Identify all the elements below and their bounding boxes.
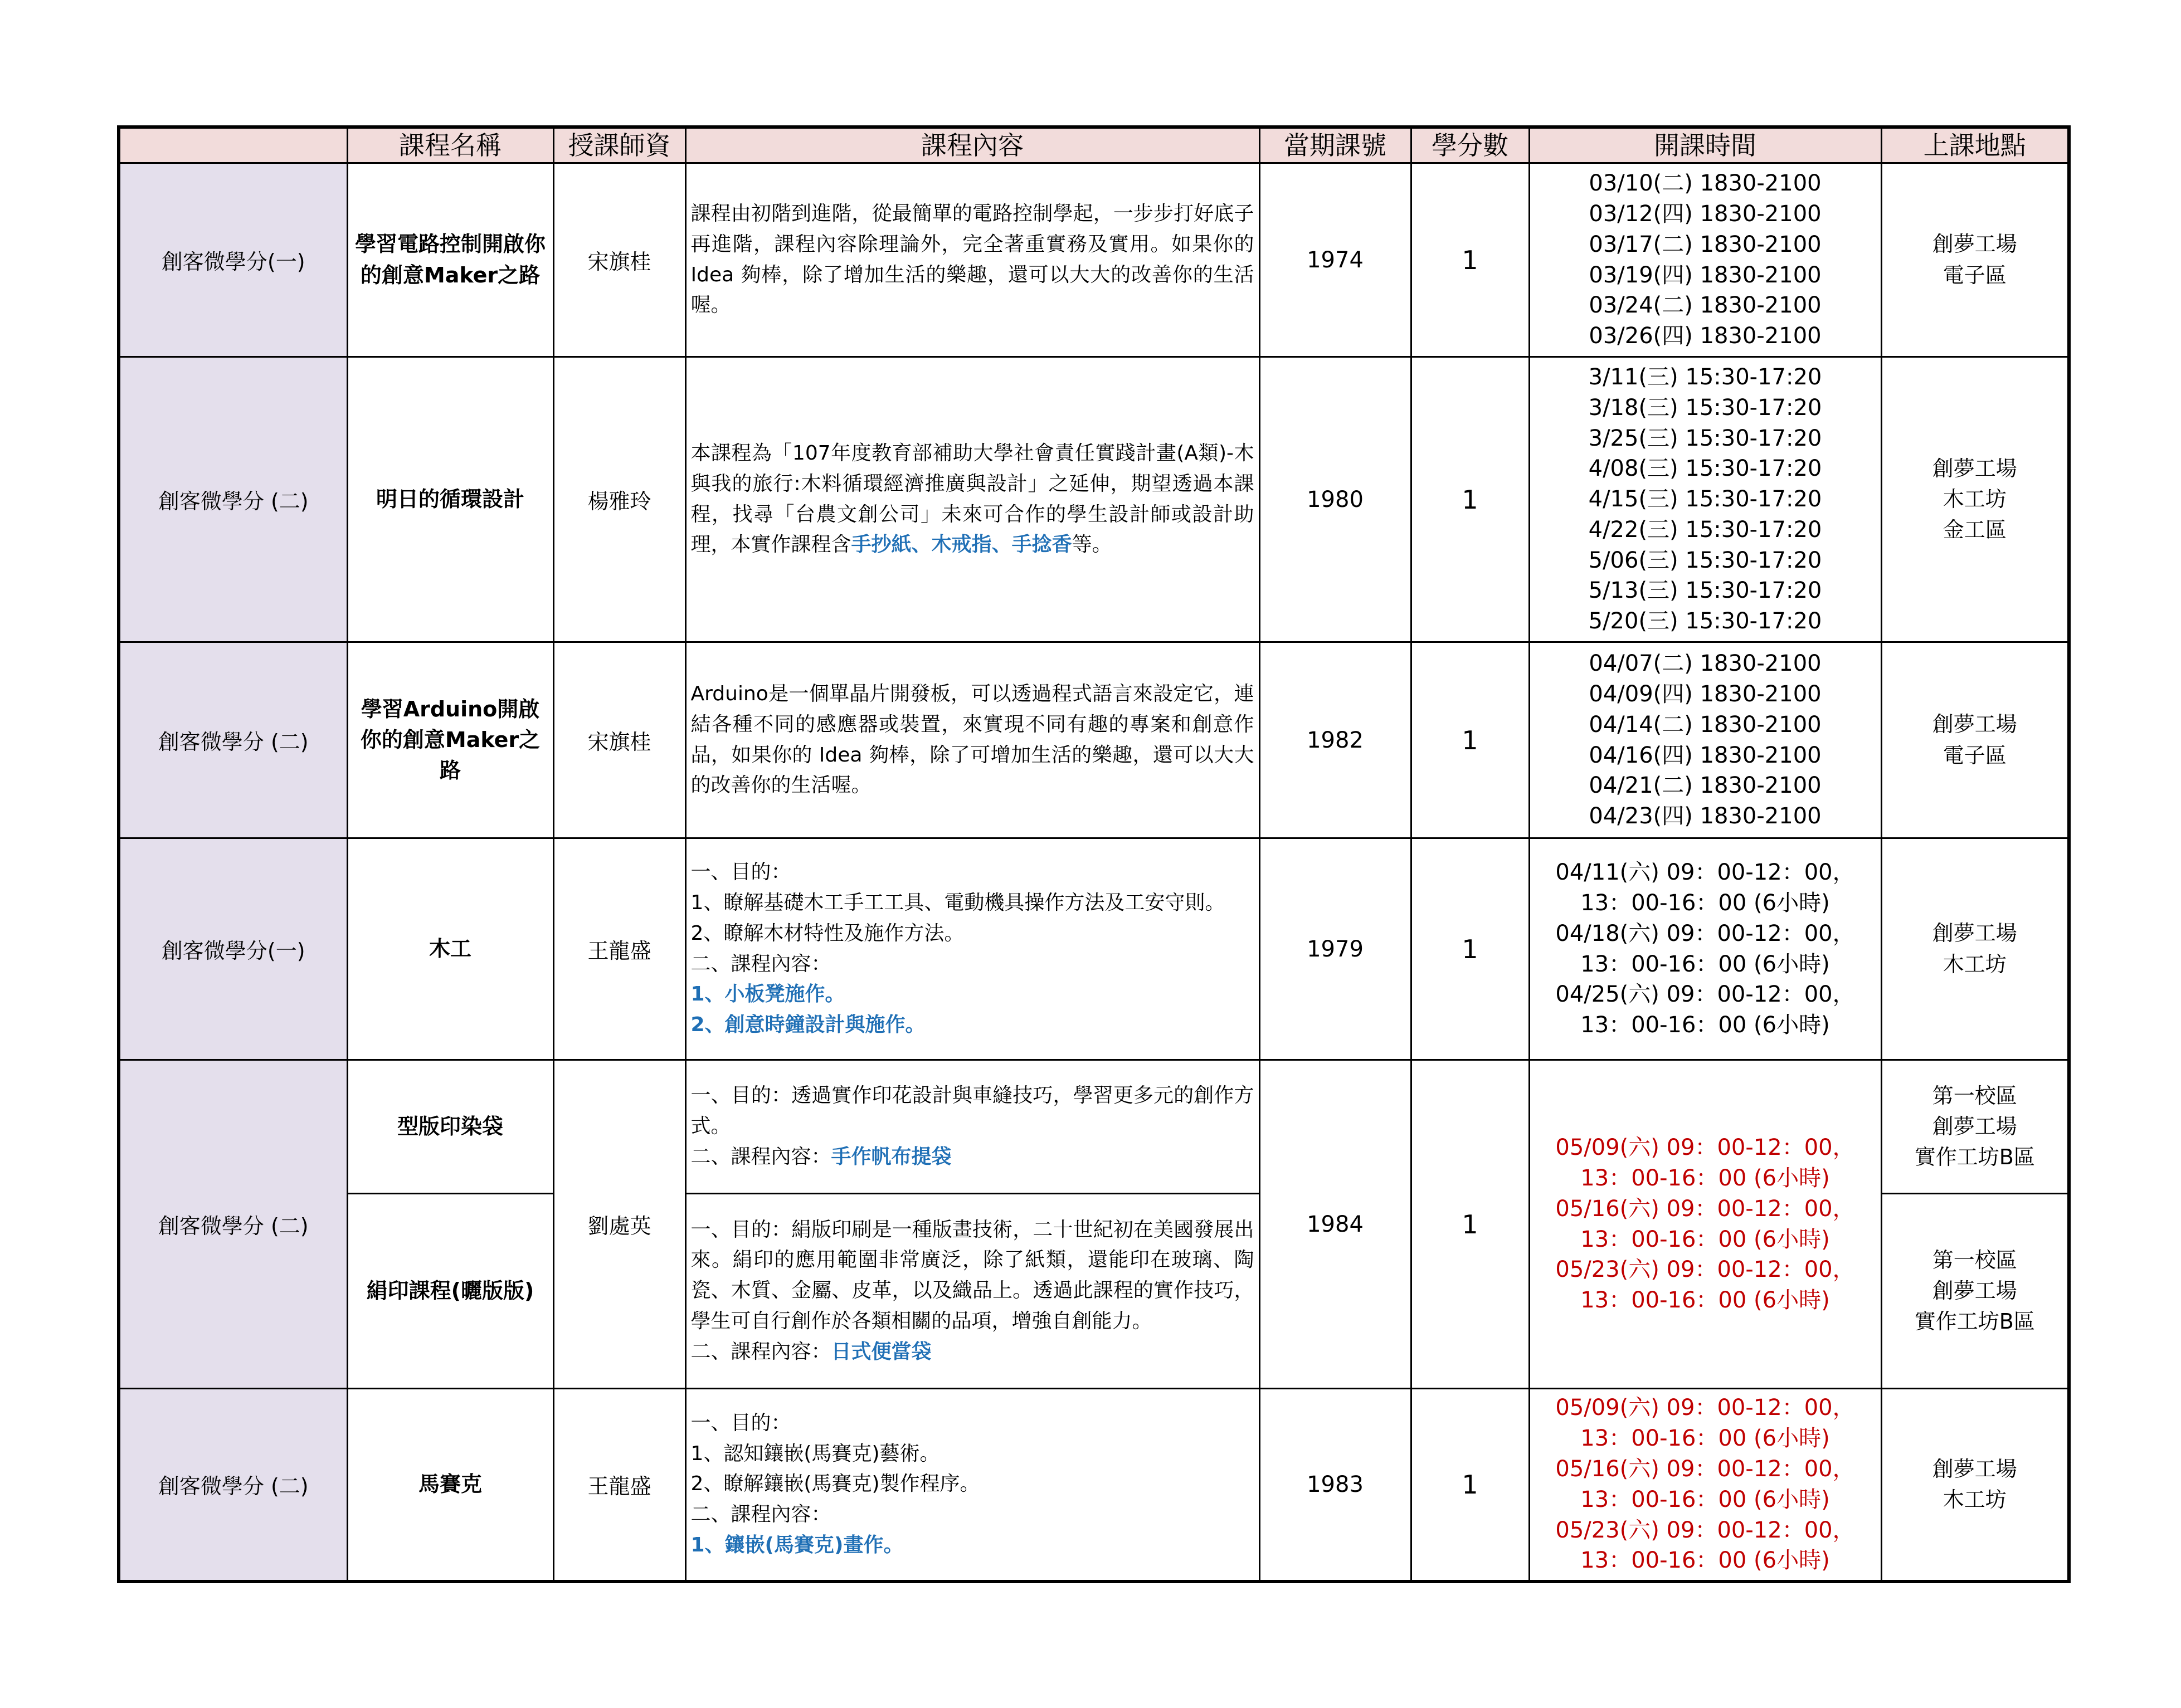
table-row xyxy=(119,838,2069,1060)
location-line: 木工坊 xyxy=(1943,951,2007,977)
time-slot: 05/09(六) 09：00-12：00， xyxy=(1555,1135,1855,1161)
time-slot: 13：00-16：00 (6小時) xyxy=(1580,890,1830,916)
time-slot: 13：00-16：00 (6小時) xyxy=(1580,1012,1830,1038)
time-slot: 03/26(四) 1830-2100 xyxy=(1589,323,1822,349)
time-slot: 13：00-16：00 (6小時) xyxy=(1580,1226,1830,1252)
location-line: 金工區 xyxy=(1943,518,2007,543)
location-line: 創夢工場 xyxy=(1932,712,2017,737)
course-name: 型版印染袋 xyxy=(347,1060,553,1194)
header-course-code: 當期課號 xyxy=(1259,127,1411,163)
content-highlight: 手抄紙 xyxy=(851,533,912,557)
course-content xyxy=(685,838,1259,1060)
course-teacher: 王龍盛 xyxy=(553,1389,685,1582)
table-row xyxy=(119,357,2069,642)
course-content xyxy=(685,357,1259,642)
time-slot: 5/13(三) 15:30-17:20 xyxy=(1588,578,1822,604)
header-content: 課程內容 xyxy=(685,127,1259,163)
location-line: 木工坊 xyxy=(1943,486,2007,511)
location-line: 創夢工場 xyxy=(1932,456,2017,481)
course-credit: 1 xyxy=(1411,838,1529,1060)
content-line: 2、瞭解鑲嵌(馬賽克)製作程序。 xyxy=(690,1472,980,1496)
header-blank xyxy=(119,127,347,163)
course-times xyxy=(1529,838,1881,1060)
course-location xyxy=(1881,642,2069,838)
time-slot: 13：00-16：00 (6小時) xyxy=(1580,1426,1830,1452)
time-slot: 04/18(六) 09：00-12：00， xyxy=(1555,920,1855,946)
time-slot: 4/22(三) 15:30-17:20 xyxy=(1588,516,1822,543)
content-separator: 、 xyxy=(911,533,932,557)
content-highlight: 手捻香 xyxy=(1011,533,1072,557)
content-text: 一、目的：透過實作印花設計與車縫技巧，學習更多元的創作方式。 xyxy=(690,1084,1254,1138)
time-slot: 04/16(四) 1830-2100 xyxy=(1589,742,1822,768)
course-code: 1979 xyxy=(1259,838,1411,1060)
time-slot: 13：00-16：00 (6小時) xyxy=(1580,1165,1830,1191)
time-slot: 04/25(六) 09：00-12：00， xyxy=(1555,982,1855,1008)
table-row xyxy=(119,1060,2069,1194)
location-line: 實作工坊B區 xyxy=(1914,1309,2035,1334)
time-slot: 03/19(四) 1830-2100 xyxy=(1589,262,1822,288)
location-line: 第一校區 xyxy=(1932,1247,2017,1272)
course-content: 課程由初階到進階，從最簡單的電路控制學起，一步步打好底子再進階，課程內容除理論外，完全著重實務及實用。如果你的 Idea 夠棒，除了增加生活的樂趣，還可以大大的改善你的生活喔。 xyxy=(685,163,1259,357)
table-row xyxy=(119,163,2069,357)
location-line: 木工坊 xyxy=(1943,1487,2007,1512)
course-schedule-table xyxy=(117,125,2071,1583)
course-times xyxy=(1529,1389,1881,1582)
course-category: 創客微學分 (二) xyxy=(119,1389,347,1582)
time-slot: 04/09(四) 1830-2100 xyxy=(1589,681,1822,707)
content-line xyxy=(691,1337,1254,1368)
course-name: 學習電路控制開啟你的創意Maker之路 xyxy=(347,163,553,357)
course-location xyxy=(1881,838,2069,1060)
course-teacher: 劉處英 xyxy=(553,1060,685,1389)
course-category: 創客微學分 (二) xyxy=(119,1060,347,1389)
header-location: 上課地點 xyxy=(1881,127,2069,163)
time-slot: 03/24(二) 1830-2100 xyxy=(1589,292,1822,319)
time-slot: 13：00-16：00 (6小時) xyxy=(1580,951,1830,977)
location-line: 創夢工場 xyxy=(1932,1278,2017,1303)
location-line: 電子區 xyxy=(1943,262,2007,287)
content-line xyxy=(691,1142,1254,1173)
content-text: 一、目的：絹版印刷是一種版畫技術，二十世紀初在美國發展出來。絹印的應用範圍非常廣泛，除了紙類，還能印在玻璃、陶瓷、木質、金屬、皮革，以及織品上。透過此課程的實作技巧，學生可自行創作於各類相關的品項，增強自創能力。 xyxy=(690,1218,1254,1333)
time-slot: 05/16(六) 09：00-12：00， xyxy=(1555,1456,1855,1482)
time-slot: 13：00-16：00 (6小時) xyxy=(1580,1548,1830,1574)
time-slot: 03/10(二) 1830-2100 xyxy=(1589,170,1822,197)
content-highlight: 2、創意時鐘設計與施作。 xyxy=(690,1013,926,1036)
content-separator: 、 xyxy=(991,533,1012,557)
course-credit: 1 xyxy=(1411,163,1529,357)
course-location xyxy=(1881,163,2069,357)
course-teacher: 宋旗桂 xyxy=(553,642,685,838)
header-credits: 學分數 xyxy=(1411,127,1529,163)
time-slot: 5/20(三) 15:30-17:20 xyxy=(1588,608,1822,635)
time-slot: 05/23(六) 09：00-12：00， xyxy=(1555,1517,1855,1543)
table-row xyxy=(119,1389,2069,1582)
course-content xyxy=(685,1194,1259,1389)
time-slot: 3/18(三) 15:30-17:20 xyxy=(1588,394,1822,421)
content-line: 1、瞭解基礎木工手工工具、電動機具操作方法及工安守則。 xyxy=(690,891,1225,915)
location-line: 創夢工場 xyxy=(1932,232,2017,257)
course-location xyxy=(1881,1194,2069,1389)
time-slot: 05/16(六) 09：00-12：00， xyxy=(1555,1195,1855,1222)
course-teacher: 宋旗桂 xyxy=(553,163,685,357)
content-highlight: 1、鑲嵌(馬賽克)畫作。 xyxy=(690,1533,904,1556)
time-slot: 05/23(六) 09：00-12：00， xyxy=(1555,1257,1855,1283)
time-slot: 05/09(六) 09：00-12：00， xyxy=(1555,1395,1855,1421)
content-line: 一、目的： xyxy=(690,1411,791,1434)
time-slot: 04/11(六) 09：00-12：00， xyxy=(1555,860,1855,886)
course-code: 1982 xyxy=(1259,642,1411,838)
content-line: 1、認知鑲嵌(馬賽克)藝術。 xyxy=(690,1442,940,1465)
content-line: 二、課程內容： xyxy=(690,952,831,975)
course-credit: 1 xyxy=(1411,1389,1529,1582)
course-teacher: 楊雅玲 xyxy=(553,357,685,642)
header-schedule: 開課時間 xyxy=(1529,127,1881,163)
content-highlight: 木戒指 xyxy=(931,533,992,557)
header-row xyxy=(119,127,2069,163)
course-times xyxy=(1529,1060,1881,1389)
course-content xyxy=(685,1060,1259,1194)
course-credit: 1 xyxy=(1411,1060,1529,1389)
course-location xyxy=(1881,1060,2069,1194)
content-highlight: 手作帆布提袋 xyxy=(831,1145,952,1168)
time-slot: 4/15(三) 15:30-17:20 xyxy=(1588,486,1822,513)
content-text: 本課程為「107年度教育部補助大學社會責任實踐計畫(A類)-木與我的旅行:木料循環經濟推廣與設計」之延伸，期望透過本課程，找尋「台農文創公司」未來可合作的學生設計師或設計助理，本實作課程含 xyxy=(690,442,1254,557)
location-line: 創夢工場 xyxy=(1932,1456,2017,1481)
course-credit: 1 xyxy=(1411,642,1529,838)
course-name: 木工 xyxy=(347,838,553,1060)
course-category: 創客微學分 (二) xyxy=(119,642,347,838)
time-slot: 04/21(二) 1830-2100 xyxy=(1589,773,1822,799)
location-line: 實作工坊B區 xyxy=(1914,1145,2035,1170)
content-label: 二、課程內容： xyxy=(690,1145,831,1168)
course-category: 創客微學分 (二) xyxy=(119,357,347,642)
time-slot: 04/14(二) 1830-2100 xyxy=(1589,711,1822,738)
location-line: 創夢工場 xyxy=(1932,921,2017,946)
time-slot: 5/06(三) 15:30-17:20 xyxy=(1588,547,1822,573)
time-slot: 13：00-16：00 (6小時) xyxy=(1580,1287,1830,1314)
course-name: 明日的循環設計 xyxy=(347,357,553,642)
content-highlight: 日式便當袋 xyxy=(831,1340,932,1363)
course-category: 創客微學分(一) xyxy=(119,838,347,1060)
course-content: Arduino是一個單晶片開發板，可以透過程式語言來設定它，連結各種不同的感應器或裝置，來實現不同有趣的專案和創意作品，如果你的 Idea 夠棒，除了可增加生活的樂趣，還可以大大的改善你的生活喔。 xyxy=(685,642,1259,838)
time-slot: 03/17(二) 1830-2100 xyxy=(1589,231,1822,257)
course-name: 絹印課程(曬版版) xyxy=(347,1194,553,1389)
course-code: 1983 xyxy=(1259,1389,1411,1582)
course-content xyxy=(685,1389,1259,1582)
table-row xyxy=(119,642,2069,838)
content-label: 二、課程內容： xyxy=(690,1340,831,1363)
location-line: 電子區 xyxy=(1943,743,2007,768)
course-times xyxy=(1529,642,1881,838)
content-line: 一、目的： xyxy=(690,861,791,884)
content-line: 二、課程內容： xyxy=(690,1503,831,1526)
location-line: 第一校區 xyxy=(1932,1083,2017,1108)
content-text-end: 等。 xyxy=(1072,533,1112,557)
header-course-name: 課程名稱 xyxy=(347,127,553,163)
time-slot: 3/11(三) 15:30-17:20 xyxy=(1588,364,1822,390)
location-line: 創夢工場 xyxy=(1932,1114,2017,1139)
course-name: 馬賽克 xyxy=(347,1389,553,1582)
content-highlight: 1、小板凳施作。 xyxy=(690,983,845,1006)
header-teacher: 授課師資 xyxy=(553,127,685,163)
course-location xyxy=(1881,1389,2069,1582)
time-slot: 04/07(二) 1830-2100 xyxy=(1589,651,1822,677)
course-code: 1974 xyxy=(1259,163,1411,357)
course-times xyxy=(1529,163,1881,357)
content-line: 2、瞭解木材特性及施作方法。 xyxy=(690,921,965,945)
course-code: 1980 xyxy=(1259,357,1411,642)
course-location xyxy=(1881,357,2069,642)
course-teacher: 王龍盛 xyxy=(553,838,685,1060)
time-slot: 03/12(四) 1830-2100 xyxy=(1589,201,1822,227)
course-code: 1984 xyxy=(1259,1060,1411,1389)
time-slot: 3/25(三) 15:30-17:20 xyxy=(1588,425,1822,451)
course-name: 學習Arduino開啟你的創意Maker之路 xyxy=(347,642,553,838)
time-slot: 04/23(四) 1830-2100 xyxy=(1589,803,1822,829)
course-category: 創客微學分(一) xyxy=(119,163,347,357)
time-slot: 4/08(三) 15:30-17:20 xyxy=(1588,456,1822,482)
time-slot: 13：00-16：00 (6小時) xyxy=(1580,1486,1830,1512)
course-times xyxy=(1529,357,1881,642)
course-credit: 1 xyxy=(1411,357,1529,642)
